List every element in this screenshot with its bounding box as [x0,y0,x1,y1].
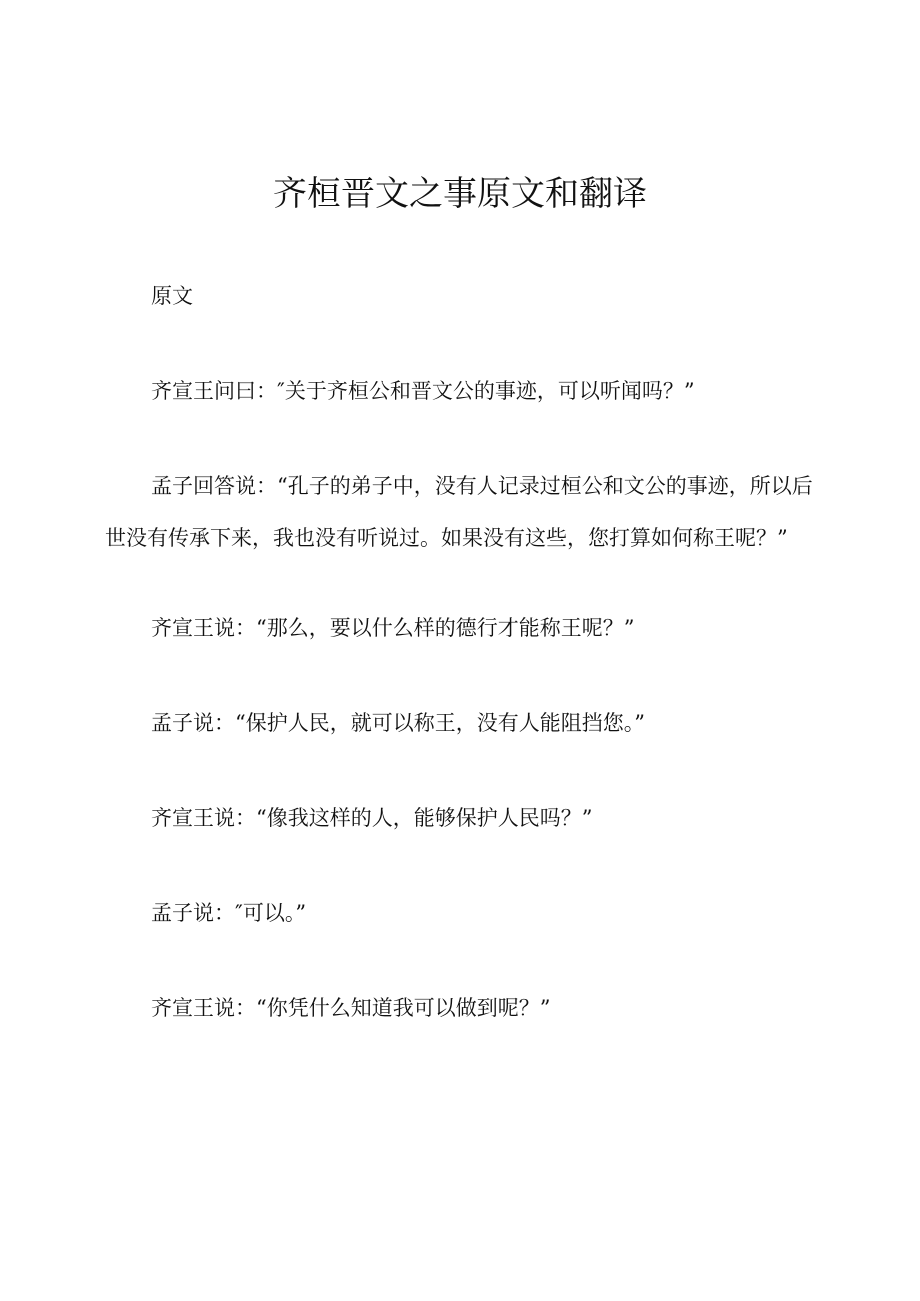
paragraph-6: 孟子说：″可以。” [151,901,307,925]
paragraph-1: 齐宣王问曰：″关于齐桓公和晋文公的事迹，可以听闻吗？” [151,379,695,403]
paragraph-7: 齐宣王说：“你凭什么知道我可以做到呢？” [151,996,551,1020]
paragraph-2: 孟子回答说：“孔子的弟子中，没有人记录过桓公和文公的事迹，所以后世没有传承下来，我也没有听说过。如果没有这些，您打算如何称王呢？” [105,474,813,550]
document-title: 齐桓晋文之事原文和翻译 [273,174,647,214]
paragraph-4: 孟子说：“保护人民，就可以称王，没有人能阻挡您。” [151,711,645,735]
paragraph-5: 齐宣王说：“像我这样的人，能够保护人民吗？” [151,806,593,830]
paragraph-3: 齐宣王说：“那么，要以什么样的德行才能称王呢？” [151,616,635,640]
section-heading: 原文 [151,284,193,308]
